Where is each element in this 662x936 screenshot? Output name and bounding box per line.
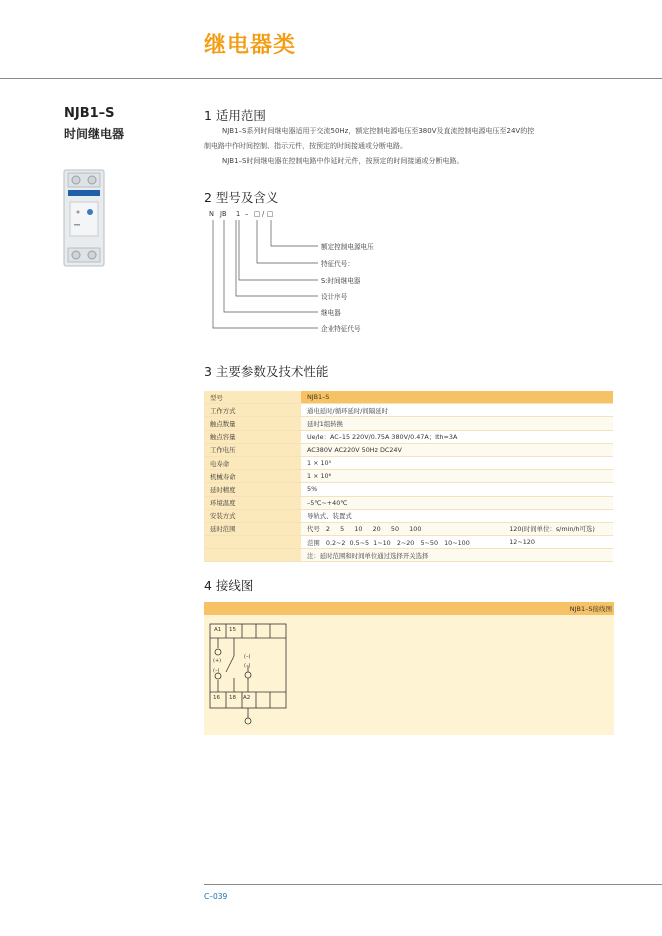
- footer-divider: [204, 884, 662, 885]
- wiring-panel-header: [204, 602, 614, 615]
- polarity-minus-right: (–): [244, 654, 251, 660]
- wiring-diagram-title: NJB1–S接线图: [569, 605, 612, 613]
- spec-table: [204, 391, 613, 562]
- table-row: [204, 456, 613, 469]
- terminal-16: 16: [213, 695, 220, 701]
- polarity-minus-right-2: (–): [244, 663, 251, 669]
- spec-value: 导轨式、装置式: [301, 509, 613, 522]
- page-category-title: 继电器类: [204, 33, 297, 58]
- section-1-para-1-line-2: 制电路中作时间控制、指示元件，按预定的时间接通或分断电路。: [204, 142, 407, 150]
- model-code-leader-lines: [200, 218, 320, 338]
- range-values: 范围 0.2~2 0.5~5 1~10 2~20 5~50 10~100: [301, 536, 503, 549]
- range-last: 12~120: [503, 536, 613, 549]
- model-meaning-time-relay: S:时间继电器: [321, 277, 361, 285]
- model-meaning-relay: 继电器: [321, 309, 341, 317]
- polarity-plus: (+): [213, 658, 222, 664]
- table-row: [204, 430, 613, 443]
- table-row: [204, 404, 613, 417]
- table-row: [204, 470, 613, 483]
- table-row: [204, 522, 613, 535]
- model-meaning-feature: 特征代号：: [321, 260, 354, 268]
- spec-key: 延时精度: [204, 483, 301, 496]
- table-row: [204, 549, 613, 562]
- terminal-18: 18: [229, 695, 236, 701]
- model-code-1: 1: [236, 210, 241, 218]
- spec-key: 触点数量: [204, 417, 301, 430]
- section-1-para-2: NJB1–S时间继电器在控制电路中作延时元件，按预定的时间接通或分断电路。: [222, 157, 464, 165]
- section-2-title: 2 型号及含义: [204, 190, 279, 205]
- spec-key: 工作方式: [204, 404, 301, 417]
- table-row: [204, 391, 613, 404]
- spec-value: Ue/Ie：AC–15 220V/0.75A 380V/0.47A；Ith=3A: [301, 430, 613, 443]
- spec-value: NJB1–S: [301, 391, 613, 404]
- spec-value: 通电延时/循环延时/间隔延时: [301, 404, 613, 417]
- product-model: NJB1–S: [64, 106, 115, 121]
- section-1-para-1-line-1: NJB1–S系列时间继电器适用于交流50Hz，额定控制电源电压至380V及直流控制电源电压至24V的控: [222, 127, 535, 135]
- terminal-a1: A1: [214, 627, 222, 633]
- wiring-diagram: [206, 620, 290, 730]
- model-meaning-voltage: 额定控制电源电压: [321, 243, 374, 251]
- terminal-15: 15: [229, 627, 236, 633]
- spec-key: 型号: [204, 391, 301, 404]
- product-name: 时间继电器: [64, 127, 125, 141]
- spec-key: 环境温度: [204, 496, 301, 509]
- spec-value: 延时1组转换: [301, 417, 613, 430]
- model-meaning-design-no: 设计序号: [321, 293, 348, 301]
- spec-key-range: 延时范围: [204, 522, 301, 535]
- range-code: 代号 2 5 10 20 50 100: [301, 522, 503, 535]
- spec-key: 工作电压: [204, 443, 301, 456]
- table-row: [204, 496, 613, 509]
- model-code-box-1: □: [254, 210, 261, 218]
- model-code-box-2: □: [267, 210, 274, 218]
- terminal-a2: A2: [243, 695, 251, 701]
- model-code-jb: JB: [220, 210, 227, 218]
- spec-key: 触点容量: [204, 430, 301, 443]
- spec-key: 电寿命: [204, 456, 301, 469]
- section-1-title: 1 适用范围: [204, 108, 266, 123]
- spec-value: 1 × 10⁶: [301, 470, 613, 483]
- model-code-dash: –: [245, 210, 249, 218]
- spec-value: 5%: [301, 483, 613, 496]
- spec-value: 1 × 10⁵: [301, 456, 613, 469]
- header-divider: [0, 78, 662, 79]
- table-row: [204, 443, 613, 456]
- section-4-title: 4 接线图: [204, 578, 254, 593]
- spec-key: 安装方式: [204, 509, 301, 522]
- model-code-slash: /: [262, 210, 265, 218]
- table-row: [204, 509, 613, 522]
- relay-product-image: [60, 168, 108, 268]
- range-unit: 120(时间单位：s/min/h可选): [503, 522, 613, 535]
- section-3-title: 3 主要参数及技术性能: [204, 364, 329, 379]
- table-row: [204, 483, 613, 496]
- model-code-n: N: [209, 210, 214, 218]
- model-meaning-enterprise: 企业特征代号: [321, 325, 361, 333]
- spec-value: AC380V AC220V 50Hz DC24V: [301, 443, 613, 456]
- spec-key: 机械寿命: [204, 470, 301, 483]
- polarity-minus-left: (–): [213, 668, 220, 674]
- page-number: C–039: [204, 892, 228, 901]
- spec-value: –5℃~+40℃: [301, 496, 613, 509]
- table-row: [204, 417, 613, 430]
- table-row: [204, 536, 613, 549]
- range-note: 注：延时范围和时间单位通过选择开关选择: [301, 549, 613, 562]
